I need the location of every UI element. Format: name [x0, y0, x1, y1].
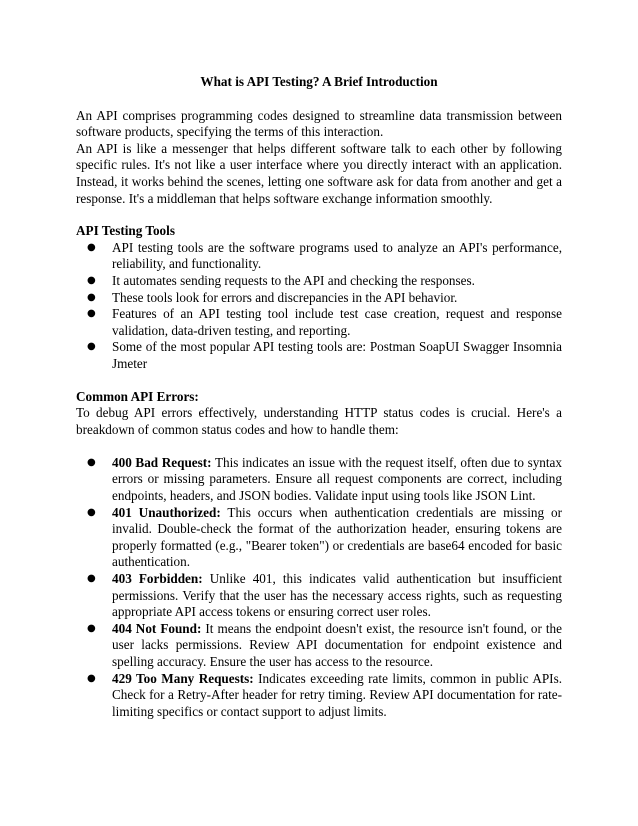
bullet-icon: ●: [87, 506, 96, 518]
list-item-text: API testing tools are the software programs used to analyze an API's performance, reliability, and functionality.: [112, 239, 562, 272]
list-item-text: It automates sending requests to the API and checking the responses.: [112, 272, 475, 288]
status-code-term: 401 Unauthorized:: [112, 504, 221, 520]
status-code-description: Unlike 401, this indicates valid authentication but insufficient permissions. Verify that the user has the necessary access rights, such as requesting appropriate API access tokens or ensuring correct user roles.: [112, 571, 562, 620]
intro-paragraph-1: An API comprises programming codes designed to streamline data transmission between software products, specifying the terms of this interaction.: [76, 107, 562, 140]
bullet-icon: ●: [87, 308, 96, 320]
errors-intro: To debug API errors effectively, understanding HTTP status codes is crucial. Here's a breakdown of common status codes and how to handle them:: [76, 405, 562, 437]
list-item: [76, 571, 562, 621]
list-item: [76, 306, 562, 339]
status-code-description: This occurs when authentication credentials are missing or invalid. Double-check the format of the authorization header, ensuring tokens are properly formatted (e.g., "Bearer token") or credentials are base64 encoded for basic authentication.: [112, 504, 562, 570]
bullet-icon: ●: [87, 241, 96, 253]
list-item: [76, 240, 562, 273]
intro-paragraph-2: An API is like a messenger that helps different software talk to each other by following specific rules. It's not like a user interface where you directly interact with an application. Instead, it works behind the scenes, letting one software ask for data from another and get a response. It's a middleman that helps software exchange information smoothly.: [76, 140, 562, 206]
tools-list: [76, 240, 562, 373]
list-item: [76, 505, 562, 571]
bullet-icon: ●: [87, 341, 96, 353]
list-item: [76, 273, 562, 290]
status-code-description: Indicates exceeding rate limits, common in public APIs. Check for a Retry-After header for retry timing. Review API documentation for rate-limiting specifics or contact support to adjust limits.: [112, 670, 562, 719]
list-item: [76, 621, 562, 671]
bullet-icon: ●: [87, 274, 96, 286]
list-item: [76, 671, 562, 721]
status-code-description: It means the endpoint doesn't exist, the resource isn't found, or the user lacks permissions. Review API documentation for endpoint existence and spelling accuracy. Ensure the user has access to the resource.: [112, 620, 562, 669]
status-code-term: 400 Bad Request:: [112, 454, 212, 470]
tools-heading: API Testing Tools: [76, 223, 175, 239]
errors-list: [76, 455, 562, 721]
bullet-icon: ●: [87, 622, 96, 634]
errors-heading: Common API Errors:: [76, 388, 199, 404]
list-item-text: Some of the most popular API testing tools are: Postman SoapUI Swagger Insomnia Jmeter: [112, 339, 562, 371]
document-page: [76, 74, 562, 720]
bullet-icon: ●: [87, 291, 96, 303]
document-title: What is API Testing? A Brief Introduction: [200, 74, 438, 89]
list-item: [76, 455, 562, 505]
list-item-text: These tools look for errors and discrepancies in the API behavior.: [112, 289, 458, 305]
bullet-icon: ●: [87, 573, 96, 585]
bullet-icon: ●: [87, 672, 96, 684]
list-item-text: Features of an API testing tool include test case creation, request and response validation, data-driven testing, and reporting.: [112, 306, 562, 338]
list-item: [76, 339, 562, 372]
status-code-term: 403 Forbidden:: [112, 571, 203, 587]
list-item: [76, 290, 562, 307]
bullet-icon: ●: [87, 456, 96, 468]
spacer: [76, 438, 562, 455]
status-code-term: 429 Too Many Requests:: [112, 670, 254, 686]
status-code-description: This indicates an issue with the request itself, often due to syntax errors or missing parameters. Ensure all request components are correct, including endpoints, headers, and JSON bodies. Validate input using tools like JSON Lint.: [112, 454, 562, 504]
status-code-term: 404 Not Found:: [112, 620, 202, 636]
